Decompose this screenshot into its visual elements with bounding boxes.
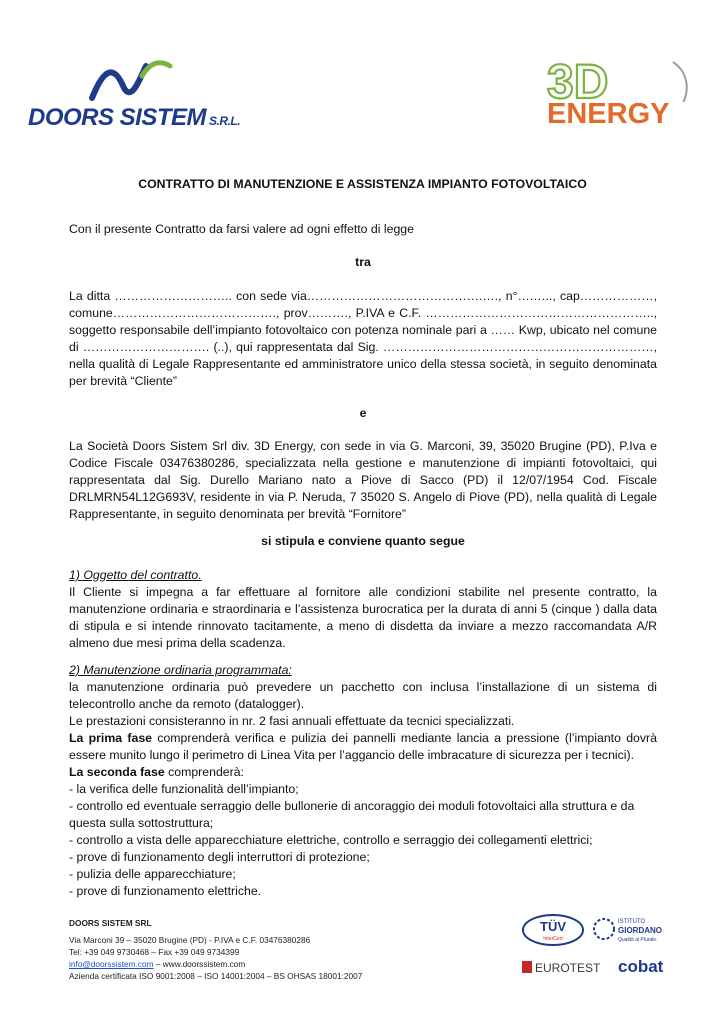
page-title: CONTRATTO DI MANUTENZIONE E ASSISTENZA IMPIANTO FOTOVOLTAICO bbox=[138, 177, 587, 191]
list-item: - prove di funzionamento elettriche. bbox=[69, 883, 657, 900]
eurotest-icon bbox=[522, 957, 602, 977]
istituto-giordano-logo bbox=[592, 914, 672, 944]
svg-text:Qualità al Plurale.: Qualità al Plurale. bbox=[618, 937, 658, 943]
prima-fase-label: La prima fase bbox=[69, 731, 153, 745]
tra-label: tra bbox=[355, 255, 371, 269]
list-item: - controllo a vista delle apparecchiature elettriche, controllo e serraggio dei collegamenti elettrici; bbox=[69, 832, 657, 849]
3d-mark-icon bbox=[545, 58, 695, 102]
client-paragraph: La ditta ……………………….. con sede via…………………………………….…., n°….….., cap………………, comune…………………………………., prov………., P.IVA e C.F. ……………………………………………….., soggetto responsabile dell’impianto fotovoltaico con potenza nominale pari a …… Kwp, ubicato nel comune di …………………………. (..), qui rappresentata dal Sig. …………………………………………………………, nella qualità di Legale Rappresentante ed amministratore unico della stessa società, in seguito denominata per brevità “Cliente” bbox=[69, 289, 657, 388]
svg-text:GIORDANO: GIORDANO bbox=[618, 926, 662, 935]
e-label: e bbox=[359, 406, 367, 420]
section1-text: Il Cliente si impegna a far effettuare al fornitore alle condizioni stabilite nel presente contratto, la manutenzione ordinaria e straordinaria e l’assistenza burocratica per la durata di anni 5 (cinque ) dalla data di stipula e si intende rinnovato tacitamente, a meno di disdetta da inviare a mezzo raccomandata A/R almeno due mesi prima della scadenza. bbox=[69, 585, 657, 650]
svg-text:cobat: cobat bbox=[618, 957, 664, 976]
footer-address: Via Marconi 39 – 35020 Brugine (PD) - P.IVA e C.F. 03476380286 bbox=[69, 935, 311, 945]
doors-sistem-logo bbox=[26, 58, 251, 138]
svg-text:TÜV: TÜV bbox=[540, 919, 566, 934]
intro-text: Con il presente Contratto da farsi valere ad ogni effetto di legge bbox=[69, 222, 414, 236]
section1-heading: 1) Oggetto del contratto. bbox=[69, 568, 202, 582]
section2-text2: Le prestazioni consisteranno in nr. 2 fasi annuali effettuate da tecnici specializzati. bbox=[69, 714, 515, 728]
footer-phone: Tel: +39 049 9730468 – Fax +39 049 9734399 bbox=[69, 947, 240, 957]
cobat-icon bbox=[616, 955, 676, 977]
section2-text1: la manutenzione ordinaria può prevedere un pacchetto con inclusa l’installazione di un sistema di telecontrollo anche da remoto (datalogger). bbox=[69, 680, 657, 711]
supplier-paragraph: La Società Doors Sistem Srl div. 3D Energy, con sede in via G. Marconi, 39, 35020 Brugine (PD), P.Iva e Codice Fiscale 03476380286, specializzata nella gestione e manutenzione di impianti fotovoltaici, qui rappresentata dal Sig. Durello Mariano nato a Piove di Sacco (PD) il 12/07/1954 Cod. Fiscale DRLMRN54L12G693V, residente in via P. Neruda, 7 35020 S. Angelo di Piove (PD), nella qualità di Legale Rappresentante, in seguito denominata per brevità “Fornitore” bbox=[69, 439, 657, 521]
tuv-icon bbox=[522, 914, 584, 946]
energy-wordmark: ENERGY bbox=[547, 98, 670, 130]
doors-sistem-wordmark: DOORS SISTEM S.R.L. bbox=[28, 104, 241, 131]
prima-fase-paragraph: La prima fase comprenderà verifica e pulizia dei pannelli mediante lancia a pressione (l’impianto dovrà essere munito lungo il perimetro di Linea Vita per l’aggancio delle imbracature di sicurezza per i tecnici). bbox=[69, 731, 657, 762]
svg-text:EUROTEST: EUROTEST bbox=[535, 961, 601, 975]
tuv-logo bbox=[522, 914, 584, 946]
list-item: - la verifica delle funzionalità dell’impianto; bbox=[69, 781, 657, 798]
seconda-fase-paragraph: La seconda fase comprenderà: bbox=[69, 765, 244, 779]
svg-text:ISTITUTO: ISTITUTO bbox=[618, 919, 646, 925]
giordano-icon bbox=[592, 914, 672, 944]
footer-company: DOORS SISTEM SRL bbox=[69, 918, 152, 928]
footer-certifications: Azienda certificata ISO 9001:2008 – ISO 14001:2004 – BS OHSAS 18001:2007 bbox=[69, 971, 363, 981]
svg-text:InterCert: InterCert bbox=[543, 936, 563, 942]
list-item: - pulizia delle apparecchiature; bbox=[69, 866, 657, 883]
doors-sistem-swoosh-icon bbox=[84, 58, 204, 102]
eurotest-logo bbox=[522, 957, 602, 977]
footer-contacts: info@doorssistem.com – www.doorssistem.com bbox=[69, 959, 246, 969]
cobat-logo bbox=[616, 955, 676, 977]
footer bbox=[69, 917, 362, 982]
stipula-heading: si stipula e conviene quanto segue bbox=[261, 534, 465, 548]
3d-energy-logo bbox=[545, 58, 695, 130]
footer-email-link[interactable]: info@doorssistem.com bbox=[69, 959, 154, 969]
seconda-fase-label: La seconda fase bbox=[69, 765, 165, 779]
svg-text:3D: 3D bbox=[547, 58, 609, 102]
section2-heading: 2) Manutenzione ordinaria programmata: bbox=[69, 663, 292, 677]
seconda-fase-list bbox=[69, 781, 657, 900]
list-item: - controllo ed eventuale serraggio delle bullonerie di ancoraggio dei moduli fotovoltaici alla struttura e da questa sulla sottostruttura; bbox=[69, 798, 657, 832]
list-item: - prove di funzionamento degli interruttori di protezione; bbox=[69, 849, 657, 866]
